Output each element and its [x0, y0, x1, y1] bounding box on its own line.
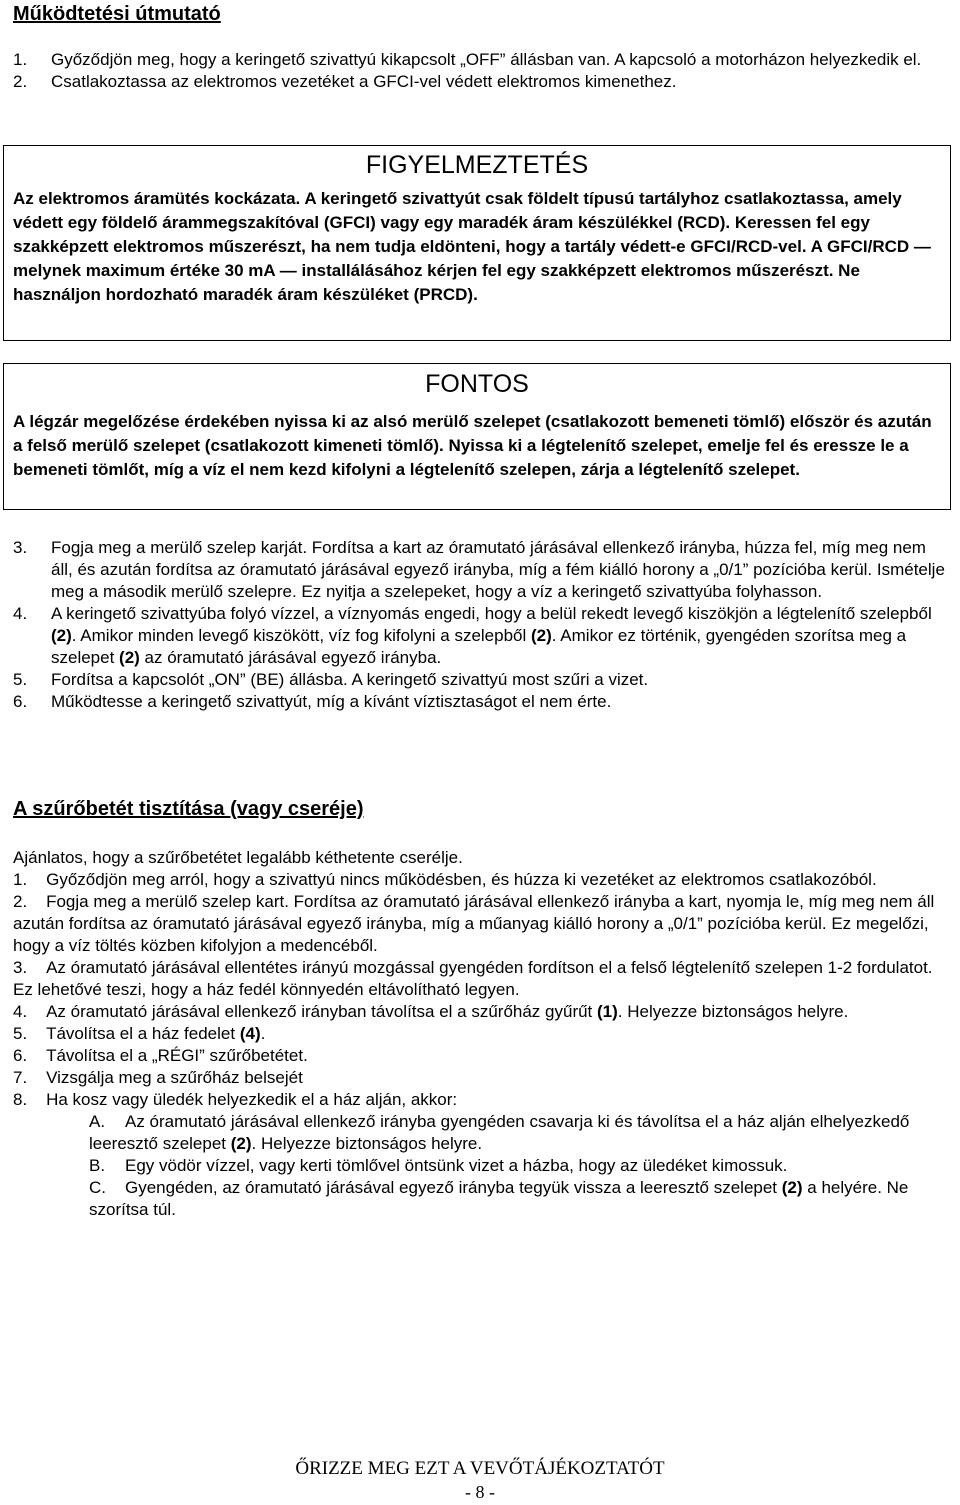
step-number: 1.: [13, 870, 28, 889]
list-item: [13, 71, 948, 93]
step-text: a helyére. Ne szorítsa túl.: [89, 1178, 909, 1219]
step-number: 2.: [13, 72, 28, 91]
part-ref: (2): [51, 626, 72, 645]
sub-letter: A.: [89, 1112, 106, 1131]
steps-mid-list: [13, 537, 948, 713]
step-number: 4.: [13, 604, 28, 623]
step-text: Gyengéden, az óramutató járásával egyező irányba tegyük vissza a leeresztő szelepet: [125, 1178, 782, 1197]
step-text: Fogja meg a merülő szelep karját. Fordítsa a kart az óramutató járásával ellenkező irányba, húzza fel, míg meg nem áll, és azután fordítsa az óramutató járásával egyező irányba, míg a fém kiálló horony a „0/1” pozícióba kerül. Ismételje meg a második merülő szelepre. Ez nyitja a szelepeket, hogy a víz a keringető szivattyúba folyhasson.: [51, 538, 945, 601]
list-item: [13, 1001, 948, 1023]
sub-letter: C.: [89, 1178, 106, 1197]
list-item: [13, 1023, 948, 1045]
part-ref: (2): [119, 648, 140, 667]
list-item: [13, 537, 948, 603]
step-text: A keringető szivattyúba folyó vízzel, a víznyomás engedi, hogy a belül rekedt levegő kiszökjön a légtelenítő szelepből: [51, 604, 932, 623]
step-text: Győződjön meg arról, hogy a szivattyú nincs működésben, és húzza ki vezetéket az elektromos csatlakozóból.: [46, 870, 877, 889]
step-text: Működtesse a keringető szivattyút, míg a kívánt víztisztaságot el nem érte.: [51, 692, 612, 711]
step-text: Csatlakoztassa az elektromos vezetéket a GFCI-vel védett elektromos kimenethez.: [51, 72, 677, 91]
list-item: [13, 1045, 948, 1067]
part-ref: (2): [781, 1178, 803, 1197]
list-item: [13, 869, 948, 891]
step-number: 4.: [13, 1002, 28, 1021]
intro-text: Ajánlatos, hogy a szűrőbetétet legalább kéthetente cserélje.: [13, 848, 463, 867]
step-number: 7.: [13, 1068, 28, 1087]
step-text: Ha kosz vagy üledék helyezkedik el a ház alján, akkor:: [46, 1090, 458, 1109]
part-ref: (2): [531, 626, 552, 645]
important-box: [3, 363, 951, 510]
step-text: Az óramutató járásával ellenkező irányban távolítsa el a szűrőház gyűrűt: [46, 1002, 597, 1021]
step-text: Távolítsa el a ház fedelet: [46, 1024, 240, 1043]
step-text: . Amikor ez történik, gyengéden szorítsa meg a szelepet: [51, 626, 907, 667]
sub-letter: B.: [89, 1156, 106, 1175]
sub-list-item: [13, 1177, 948, 1221]
step-number: 6.: [13, 692, 28, 711]
warning-text: Az elektromos áramütés kockázata. A keringető szivattyút csak földelt típusú tartályhoz csatlakoztassa, amely védett egy földelő árammegszakítóval (GFCI) vagy egy maradék áram készülékkel (RCD). Keressen fel egy szakképzett elektromos műszerészt, ha nem tudja eldönteni, hogy a tartály védett-e GFCI/RCD-vel. A GFCI/RCD — melynek maximum értéke 30 mA — installálásához kérjen fel egy szakképzett elektromos műszerészt. Ne használjon hordozható maradék áram készüléket (PRCD).: [13, 189, 931, 304]
filter-steps: [13, 847, 948, 1221]
step-number: 1.: [13, 50, 28, 69]
step-text: Távolítsa el a „RÉGI” szűrőbetétet.: [46, 1046, 308, 1065]
part-ref: (1): [597, 1002, 618, 1021]
step-number: 2.: [13, 892, 28, 911]
section-title: A szűrőbetét tisztítása (vagy cseréje): [13, 798, 364, 820]
part-ref: (2): [230, 1134, 252, 1153]
step-number: 3.: [13, 958, 28, 977]
step-text: . Helyezze biztonságos helyre.: [617, 1002, 849, 1021]
step-text: . Helyezze biztonságos helyre.: [251, 1134, 483, 1153]
important-title: FONTOS: [425, 370, 529, 398]
step-text: Győződjön meg, hogy a keringető szivattyú kikapcsolt „OFF” állásban van. A kapcsoló a motorházon helyezkedik el.: [51, 50, 922, 69]
step-text: Az óramutató járásával ellentétes irányú mozgással gyengéden fordítson el a felső légtelenítő szelepen 1-2 fordulatot. Ez lehetővé teszi, hogy a ház fedél könnyedén eltávolítható legyen.: [13, 958, 933, 999]
step-text: Fordítsa a kapcsolót „ON” (BE) állásba. A keringető szivattyú most szűri a vizet.: [51, 670, 649, 689]
step-text: Vizsgálja meg a szűrőház belsejét: [46, 1068, 303, 1087]
warning-title: FIGYELMEZTETÉS: [365, 151, 589, 179]
step-text: Egy vödör vízzel, vagy kerti tömlővel öntsünk vizet a házba, hogy az üledéket kimossuk.: [125, 1156, 788, 1175]
sub-list-item: [13, 1111, 948, 1155]
list-item: [13, 669, 948, 691]
step-text: .: [260, 1024, 266, 1043]
step-number: 3.: [13, 538, 28, 557]
footer-notice: ŐRIZZE MEG EZT A VEVŐTÁJÉKOZTATÓT: [295, 1458, 665, 1479]
step-text: az óramutató járásával egyező irányba.: [139, 648, 442, 667]
list-item: [13, 1089, 948, 1111]
step-number: 5.: [13, 1024, 28, 1043]
list-item: [13, 49, 948, 71]
step-text: . Amikor minden levegő kiszökött, víz fog kifolyni a szelepből: [71, 626, 531, 645]
step-number: 6.: [13, 1046, 28, 1065]
step-text: Fogja meg a merülő szelep kart. Fordítsa az óramutató járásával ellenkező irányba a kart, nyomja le, míg meg nem áll azután fordítsa az óramutató járásával egyező irányba, míg a műanyag kiálló horony a „0/1” pozícióba kerül. Ez megelőzi, hogy a víz töltés közben kifolyjon a medencéből.: [13, 892, 935, 955]
step-text: Az óramutató járásával ellenkező irányba gyengéden csavarja ki és távolítsa el a ház alján elhelyezkedő leeresztő szelepet: [89, 1112, 910, 1153]
list-item: [13, 691, 948, 713]
list-item: [13, 891, 948, 957]
list-item: [13, 1067, 948, 1089]
important-text: A légzár megelőzése érdekében nyissa ki az alsó merülő szelepet (csatlakozott bemeneti tömlő) először és azután a felső merülő szelepet (csatlakozott kimeneti tömlő). Nyissa ki a légtelenítő szelepet, emelje fel és eressze le a bemeneti tömlőt, míg a víz el nem kezd kifolyni a légtelenítő szelepen, zárja a légtelenítő szelepet.: [13, 412, 932, 479]
step-number: 8.: [13, 1090, 28, 1109]
page-number: - 8 -: [465, 1482, 495, 1502]
warning-box: [3, 145, 951, 341]
list-item: [13, 603, 948, 669]
page-title: Működtetési útmutató: [13, 3, 221, 25]
part-ref: (4): [239, 1024, 261, 1043]
steps-top-list: [13, 49, 948, 93]
step-number: 5.: [13, 670, 28, 689]
sub-list-item: [13, 1155, 948, 1177]
list-item: [13, 957, 948, 1001]
